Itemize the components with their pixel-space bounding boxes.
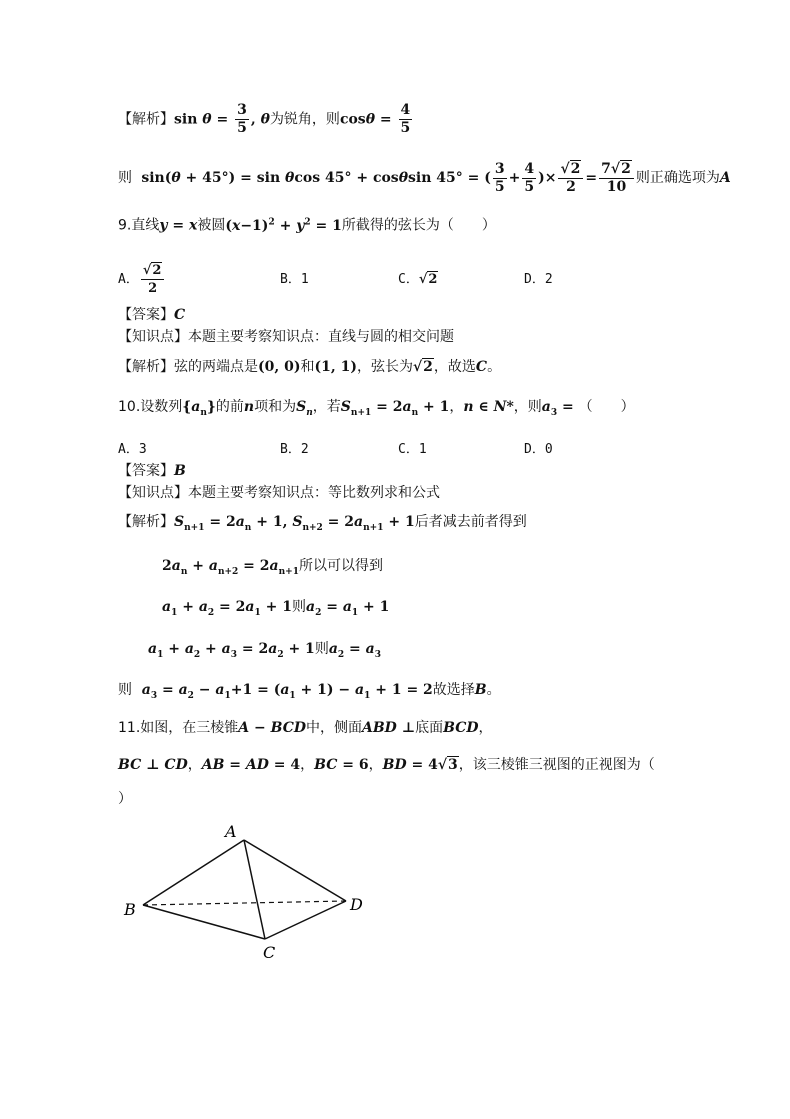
q10-option-d[interactable]: D．0 [524,442,553,457]
q9-answer: 【答案】C [118,307,186,323]
q10-solution-line1: 【解析】$S_{n+1} = 2a_n + 1$, $S_{n+2} = 2a_{n+1} + 1$后者减去前者得到 [118,514,527,533]
q8-solution-conclusion: 则正确选项为 [635,170,720,186]
vertex-label-d: D [350,895,363,914]
q9-solution: 【解析】弦的两端点是(0, 0)和(1, 1)，弦长为√2，故选C。 [118,359,502,375]
q10-solution-line5: 则 $a_3 = a_2 - a_1+1 = (a_1 + 1) - a_1 + 1 = 2$故选择B。 [118,682,501,701]
q10-option-b[interactable]: B．2 [280,442,309,457]
q10-solution-line3: $a_1 + a_2 = 2a_1 + 1$则$a_2 = a_1 + 1$ [162,599,390,618]
q10-solution-line2: $2a_n + a_{n+2} = 2a_{n+1}$所以可以得到 [162,558,383,577]
vertex-label-b: B [124,900,136,919]
q10-answer: 【答案】B [118,463,186,479]
q9-knowledge-point: 【知识点】本题主要考察知识点：直线与圆的相交问题 [118,329,454,345]
q8-solution-tag: 【解析】 [118,111,174,128]
q8-solution-line1: 【解析】sin θ = $\frac{3}{5}$ , θ为锐角，则cosθ = $\frac{4}{5}$ [118,102,411,136]
edge-ac [244,840,265,939]
q9-stem: 9.直线y = x被圆$(x-1)^2 + y^2 = 1$所截得的弦长为（ ） [118,217,496,234]
q10-option-a[interactable]: A．3 [118,442,147,457]
q9-option-c[interactable]: C．√2 [398,272,438,287]
q10-knowledge-point: 【知识点】本题主要考察知识点：等比数列求和公式 [118,485,440,501]
vertex-label-a: A [225,822,237,841]
edge-ab [143,840,244,905]
q11-stem: 11.如图，在三棱锥A − BCD中，侧面ABD ⊥底面BCD， [118,720,493,736]
q10-solution-line4: $a_1 + a_2 + a_3 = 2a_2 + 1$则$a_2 = a_3$ [148,641,381,660]
edge-cd [265,901,346,939]
edge-ad [244,840,346,901]
q9-option-b[interactable]: B．1 [280,272,309,287]
q8-solution-text1: 为锐角，则 [269,111,340,128]
q8-solution-then: 则 [118,170,132,186]
vertex-label-c: C [263,943,276,962]
edge-bd-hidden [143,901,346,905]
tetrahedron-figure [118,815,378,965]
q11-conditions: BC ⊥ CD，AB = AD = 4，BC = 6，BD = 4√3，该三棱锥三视图的正视图为（ [118,757,655,773]
q10-option-c[interactable]: C．1 [398,442,427,457]
q8-answer-letter: A [719,170,731,186]
q9-option-a[interactable]: A． $\frac{√2}{2}$ [118,262,166,297]
q9-option-d[interactable]: D．2 [524,272,553,287]
q10-stem: 10.设数列$\{a_n\}$的前n项和为$S_n$，若$S_{n+1} = 2a_n + 1$，n ∈ N*，则$a_3$ = （ ） [118,399,635,418]
q8-solution-line2: 则 sin(θ + 45°) = sin θcos 45° + cosθsin 45° = ( $\frac{3}{5}$ + $\frac{4}{5}$ )× $\frac{√2}{2}$ = $\frac{7√2}{10}$ 则正确选项为A [118,160,731,195]
edge-bc [143,905,265,939]
q11-close-paren: ） [118,791,132,807]
